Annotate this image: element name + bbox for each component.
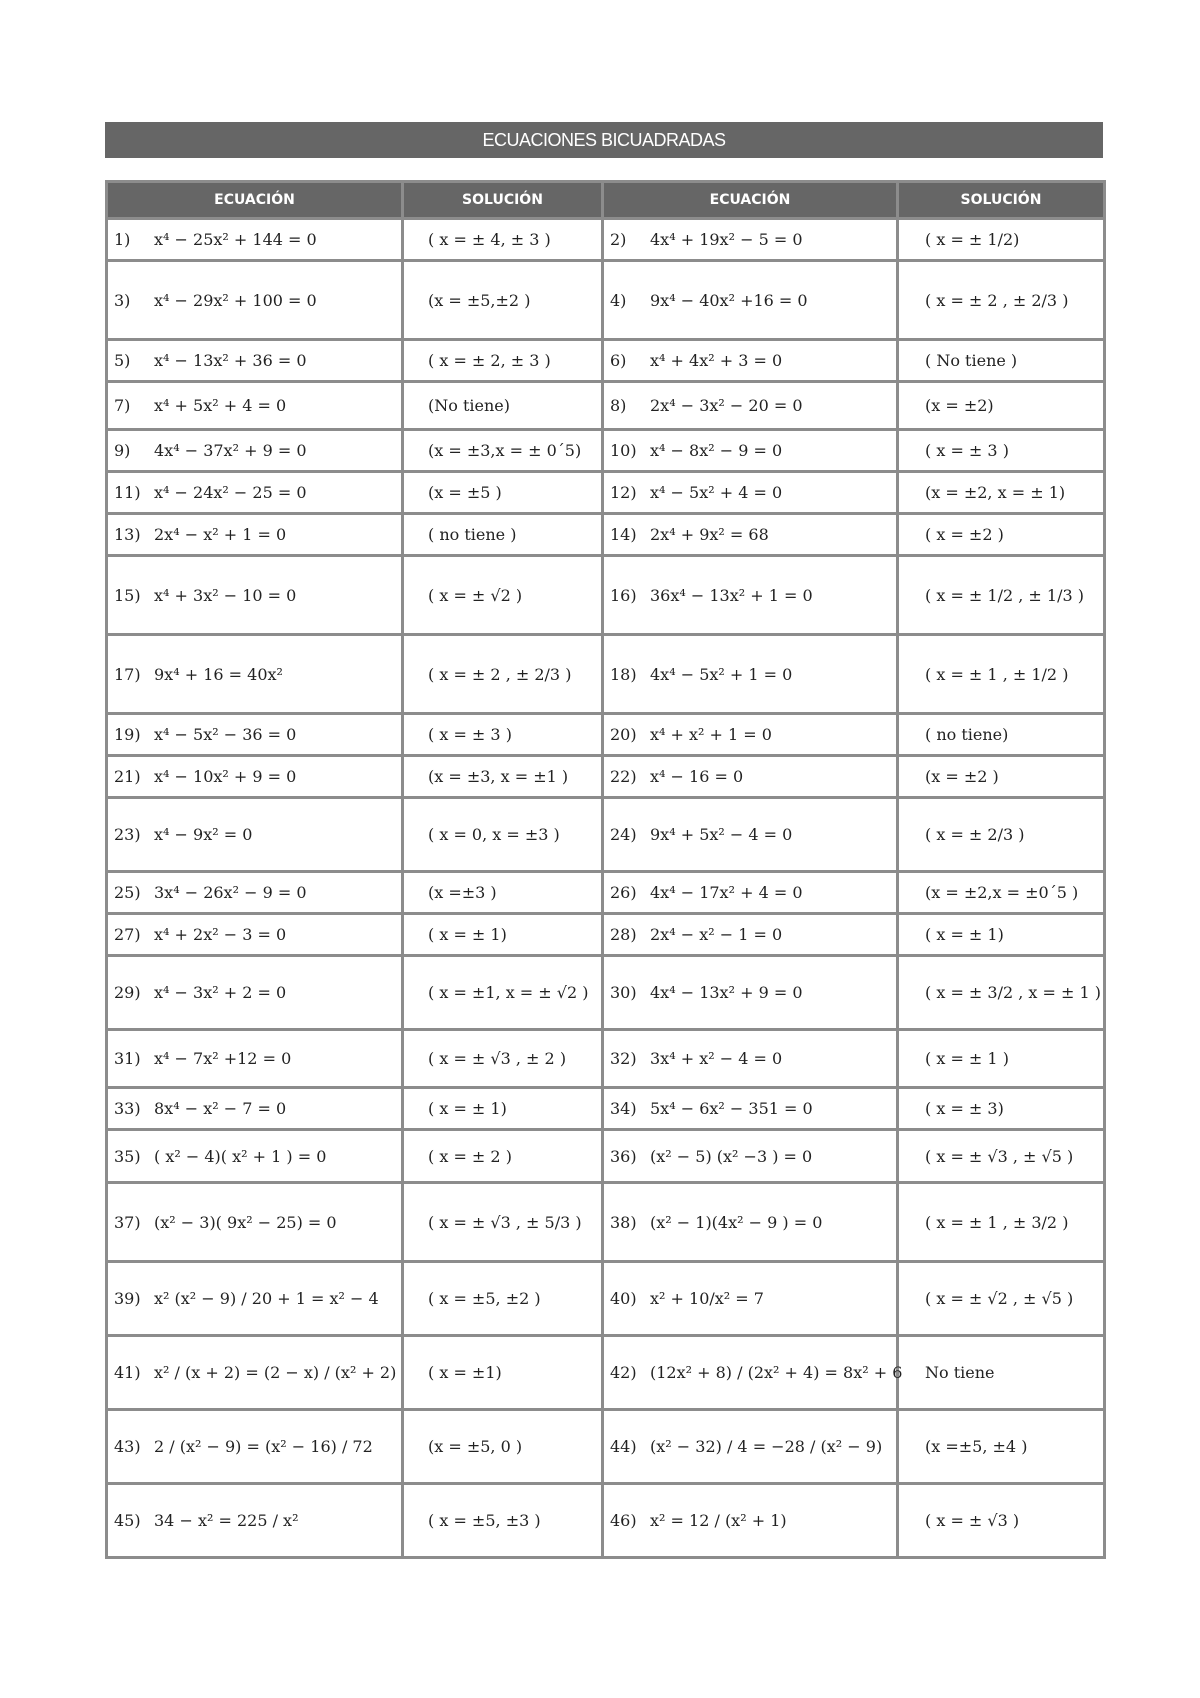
table-row xyxy=(107,914,1105,956)
solution-cell xyxy=(403,798,603,872)
problem-number: 26) xyxy=(610,883,637,902)
equation: (12x² + 8) / (2x² + 4) = 8x² + 6 xyxy=(650,1363,903,1382)
equation: 34 − x² = 225 / x² xyxy=(154,1511,299,1530)
solution-cell xyxy=(403,472,603,514)
header-solucion: SOLUCIÓN xyxy=(403,182,603,219)
solution: ( x = ± 1 ) xyxy=(925,1049,1009,1068)
solution-cell xyxy=(898,1030,1105,1088)
equation-cell xyxy=(107,1262,403,1336)
solution: ( x = ± 2 , ± 2/3 ) xyxy=(428,664,572,684)
solution-cell xyxy=(898,714,1105,756)
solution-cell xyxy=(403,1030,603,1088)
equation-cell xyxy=(107,430,403,472)
solution-cell xyxy=(898,1130,1105,1183)
problem-number: 42) xyxy=(610,1363,637,1382)
table-row xyxy=(107,872,1105,914)
equation: (x² − 32) / 4 = −28 / (x² − 9) xyxy=(650,1437,883,1456)
problem-number: 12) xyxy=(610,483,637,502)
problem-number: 32) xyxy=(610,1049,637,1068)
solution: ( x = ± √3 , ± 2 ) xyxy=(428,1049,567,1068)
solution-cell xyxy=(403,1336,603,1410)
solution: (x = ±3, x = ±1 ) xyxy=(428,767,569,786)
problem-number: 10) xyxy=(610,441,637,460)
equation-cell xyxy=(603,872,898,914)
solution-cell xyxy=(403,756,603,798)
equation: x⁴ − 25x² + 144 = 0 xyxy=(154,230,317,249)
equation-cell xyxy=(107,472,403,514)
equation: x⁴ + 2x² − 3 = 0 xyxy=(154,925,287,944)
solution: ( x = ± 3 ) xyxy=(428,725,512,744)
solution: ( x = ±1, x = ± √2 ) xyxy=(428,983,589,1002)
solution: ( x = ±1) xyxy=(428,1363,502,1382)
equation: 9x⁴ + 16 = 40x² xyxy=(154,664,283,684)
solution-cell xyxy=(403,1088,603,1130)
table-row xyxy=(107,430,1105,472)
table-row xyxy=(107,956,1105,1030)
solution-cell xyxy=(403,956,603,1030)
table-row xyxy=(107,1088,1105,1130)
table-row xyxy=(107,1484,1105,1558)
equation: 4x⁴ − 17x² + 4 = 0 xyxy=(650,883,803,902)
solution: ( x = ± √3 ) xyxy=(925,1511,1020,1530)
equation: 4x⁴ − 5x² + 1 = 0 xyxy=(650,664,793,684)
problem-number: 1) xyxy=(114,230,131,249)
equation-cell xyxy=(107,914,403,956)
problem-number: 19) xyxy=(114,725,141,744)
solution-cell xyxy=(403,340,603,382)
equation-cell xyxy=(603,261,898,340)
equation: x⁴ − 3x² + 2 = 0 xyxy=(154,983,287,1002)
table-row xyxy=(107,756,1105,798)
equation-cell xyxy=(603,1183,898,1262)
solution-cell xyxy=(898,1410,1105,1484)
page-title: ECUACIONES BICUADRADAS xyxy=(105,122,1103,158)
equation: (x² − 3)( 9x² − 25) = 0 xyxy=(154,1212,337,1232)
solution: (x =±5, ±4 ) xyxy=(925,1437,1028,1456)
problem-number: 29) xyxy=(114,983,141,1002)
problem-number: 5) xyxy=(114,351,131,370)
table-row xyxy=(107,1410,1105,1484)
solution-cell xyxy=(898,1262,1105,1336)
equation: ( x² − 4)( x² + 1 ) = 0 xyxy=(154,1146,327,1166)
equation: 2x⁴ − x² + 1 = 0 xyxy=(154,525,287,544)
equation: x² = 12 / (x² + 1) xyxy=(650,1511,787,1530)
solution-cell xyxy=(898,756,1105,798)
problem-number: 27) xyxy=(114,925,141,944)
equation-cell xyxy=(603,514,898,556)
problem-number: 39) xyxy=(114,1289,141,1308)
equation-cell xyxy=(603,1336,903,1410)
table-row xyxy=(107,635,1105,714)
equation-cell xyxy=(603,430,898,472)
solution: (x = ±3,x = ± 0´5) xyxy=(428,441,582,460)
solution: ( x = ± 1 , ± 3/2 ) xyxy=(925,1212,1069,1232)
problem-number: 25) xyxy=(114,883,141,902)
equation-cell xyxy=(107,514,403,556)
solution-cell xyxy=(898,956,1105,1030)
solution-cell xyxy=(898,219,1105,261)
equation-cell xyxy=(107,1088,403,1130)
problem-number: 45) xyxy=(114,1511,141,1530)
table-row xyxy=(107,1183,1105,1262)
equation: x⁴ − 5x² − 36 = 0 xyxy=(154,725,297,744)
solution: ( no tiene) xyxy=(925,725,1009,744)
equation: 2x⁴ − 3x² − 20 = 0 xyxy=(650,396,803,415)
solution: (x = ±2,x = ±0´5 ) xyxy=(925,883,1079,902)
solution-cell xyxy=(403,514,603,556)
solution-cell xyxy=(898,340,1105,382)
equation: 5x⁴ − 6x² − 351 = 0 xyxy=(650,1099,813,1118)
table-row xyxy=(107,472,1105,514)
solution-cell xyxy=(898,472,1105,514)
equation: 2 / (x² − 9) = (x² − 16) / 72 xyxy=(154,1437,373,1456)
problem-number: 6) xyxy=(610,351,627,370)
problem-number: 15) xyxy=(114,585,141,605)
header-solucion: SOLUCIÓN xyxy=(898,182,1105,219)
header-row xyxy=(107,182,1105,219)
problem-number: 43) xyxy=(114,1437,141,1456)
problem-number: 40) xyxy=(610,1289,637,1308)
equation: 8x⁴ − x² − 7 = 0 xyxy=(154,1099,287,1118)
solution: (x = ±5, 0 ) xyxy=(428,1437,523,1456)
equation-cell xyxy=(603,1030,898,1088)
equation: x⁴ − 24x² − 25 = 0 xyxy=(154,483,307,502)
solution-cell xyxy=(403,635,603,714)
solution: (x = ±5 ) xyxy=(428,483,502,502)
equation: x² + 10/x² = 7 xyxy=(650,1289,764,1308)
solution: ( x = ±5, ±3 ) xyxy=(428,1511,541,1530)
equation-cell xyxy=(603,219,898,261)
problem-number: 23) xyxy=(114,825,141,844)
equation: x⁴ − 13x² + 36 = 0 xyxy=(154,351,307,370)
equation-cell xyxy=(107,956,403,1030)
equation: 4x⁴ + 19x² − 5 = 0 xyxy=(650,230,803,249)
solution-cell xyxy=(403,1262,603,1336)
problem-number: 35) xyxy=(114,1146,141,1166)
equation-cell xyxy=(603,1088,898,1130)
solution: ( x = ± 3) xyxy=(925,1099,1004,1118)
equation: 2x⁴ − x² − 1 = 0 xyxy=(650,925,783,944)
solution: ( x = ± √3 , ± √5 ) xyxy=(925,1146,1074,1166)
problem-number: 44) xyxy=(610,1437,637,1456)
equation-cell xyxy=(603,798,898,872)
equation-cell xyxy=(107,714,403,756)
problem-number: 17) xyxy=(114,664,141,684)
equation-cell xyxy=(107,798,403,872)
solution: (x = ±2) xyxy=(925,396,994,415)
solution-cell xyxy=(898,261,1105,340)
solution-cell xyxy=(403,1183,603,1262)
solution: ( x = ± 2 , ± 2/3 ) xyxy=(925,290,1069,310)
equation-cell xyxy=(603,756,898,798)
solution-cell xyxy=(403,430,603,472)
solution-cell xyxy=(403,872,603,914)
solution-cell xyxy=(898,1336,1105,1410)
table-row xyxy=(107,382,1105,430)
solution: ( x = ± 1/2 , ± 1/3 ) xyxy=(925,585,1084,605)
equation: x⁴ − 29x² + 100 = 0 xyxy=(154,290,317,310)
equation: x⁴ − 8x² − 9 = 0 xyxy=(650,441,783,460)
equation: 9x⁴ + 5x² − 4 = 0 xyxy=(650,825,793,844)
equation-cell xyxy=(107,1030,403,1088)
table-row xyxy=(107,340,1105,382)
problem-number: 4) xyxy=(610,290,627,310)
solution: ( x = ± √2 ) xyxy=(428,585,523,605)
equation-cell xyxy=(107,219,403,261)
equation-cell xyxy=(107,556,403,635)
equation: x² (x² − 9) / 20 + 1 = x² − 4 xyxy=(154,1289,379,1308)
equation: x⁴ − 5x² + 4 = 0 xyxy=(650,483,783,502)
equation: x⁴ − 16 = 0 xyxy=(650,767,744,786)
solution: ( x = ± 1) xyxy=(428,1099,507,1118)
table-row xyxy=(107,514,1105,556)
equation: (x² − 1)(4x² − 9 ) = 0 xyxy=(650,1212,823,1232)
solution: (x = ±2, x = ± 1) xyxy=(925,483,1066,502)
problem-number: 30) xyxy=(610,983,637,1002)
solution: ( x = ± 2, ± 3 ) xyxy=(428,351,551,370)
solution-cell xyxy=(403,1410,603,1484)
equation: x⁴ + 3x² − 10 = 0 xyxy=(154,585,297,605)
solution: ( x = ± 3 ) xyxy=(925,441,1009,460)
solution-cell xyxy=(403,219,603,261)
problem-number: 37) xyxy=(114,1212,141,1232)
solution-cell xyxy=(898,514,1105,556)
problem-number: 8) xyxy=(610,396,627,415)
solution-cell xyxy=(403,1130,603,1183)
equation-cell xyxy=(107,635,403,714)
equation-cell xyxy=(603,1130,898,1183)
problem-number: 46) xyxy=(610,1511,637,1530)
equation-cell xyxy=(603,714,898,756)
problem-number: 3) xyxy=(114,290,131,310)
solution-cell xyxy=(898,872,1105,914)
equation: x⁴ − 9x² = 0 xyxy=(154,825,253,844)
equation: x⁴ + 4x² + 3 = 0 xyxy=(650,351,783,370)
equation: x⁴ − 7x² +12 = 0 xyxy=(154,1049,292,1068)
equation-cell xyxy=(603,914,898,956)
solution: (No tiene) xyxy=(428,396,510,415)
equations-table xyxy=(105,180,1106,1559)
solution: ( x = 0, x = ±3 ) xyxy=(428,825,560,844)
problem-number: 20) xyxy=(610,725,637,744)
equation-cell xyxy=(107,756,403,798)
solution: ( x = ± √2 , ± √5 ) xyxy=(925,1289,1074,1308)
solution: (x = ±2 ) xyxy=(925,767,999,786)
solution-cell xyxy=(403,1484,603,1558)
equation-cell xyxy=(107,382,403,430)
solution: ( x = ± 4, ± 3 ) xyxy=(428,230,551,249)
solution-cell xyxy=(898,430,1105,472)
equation: 2x⁴ + 9x² = 68 xyxy=(650,525,769,544)
solution: ( x = ± 3/2 , x = ± 1 ) xyxy=(925,983,1102,1002)
equation: (x² − 5) (x² −3 ) = 0 xyxy=(650,1146,813,1166)
solution: (x =±3 ) xyxy=(428,883,497,902)
equation-cell xyxy=(107,261,403,340)
table-row xyxy=(107,798,1105,872)
solution: ( x = ± 1 , ± 1/2 ) xyxy=(925,664,1069,684)
table-row xyxy=(107,556,1105,635)
problem-number: 18) xyxy=(610,664,637,684)
equation: x⁴ + 5x² + 4 = 0 xyxy=(154,396,287,415)
table-row xyxy=(107,1336,1105,1410)
solution-cell xyxy=(898,1088,1105,1130)
problem-number: 14) xyxy=(610,525,637,544)
problem-number: 31) xyxy=(114,1049,141,1068)
equation-cell xyxy=(603,382,898,430)
solution: ( x = ± 1) xyxy=(428,925,507,944)
equation-cell xyxy=(603,1410,898,1484)
solution-cell xyxy=(403,556,603,635)
equation: 9x⁴ − 40x² +16 = 0 xyxy=(650,290,808,310)
solution: (x = ±5,±2 ) xyxy=(428,290,531,310)
problem-number: 13) xyxy=(114,525,141,544)
solution-cell xyxy=(898,382,1105,430)
equation: 36x⁴ − 13x² + 1 = 0 xyxy=(650,585,813,605)
solution-cell xyxy=(403,914,603,956)
solution: ( x = ± 1) xyxy=(925,925,1004,944)
solution-cell xyxy=(403,382,603,430)
table-row xyxy=(107,1030,1105,1088)
equation: 3x⁴ + x² − 4 = 0 xyxy=(650,1049,783,1068)
solution: No tiene xyxy=(925,1363,995,1382)
problem-number: 9) xyxy=(114,441,131,460)
solution-cell xyxy=(403,714,603,756)
solution-cell xyxy=(898,798,1105,872)
problem-number: 11) xyxy=(114,483,141,502)
table-row xyxy=(107,219,1105,261)
solution-cell xyxy=(898,635,1105,714)
header-ecuacion: ECUACIÓN xyxy=(603,182,898,219)
solution-cell xyxy=(898,1484,1105,1558)
solution: ( x = ± 1/2) xyxy=(925,230,1020,249)
solution-cell xyxy=(898,914,1105,956)
equation-cell xyxy=(603,635,898,714)
solution: ( x = ±2 ) xyxy=(925,525,1004,544)
equation-cell xyxy=(107,872,403,914)
equation-cell xyxy=(107,1484,403,1558)
equation-cell xyxy=(107,340,403,382)
problem-number: 28) xyxy=(610,925,637,944)
problem-number: 21) xyxy=(114,767,141,786)
problem-number: 41) xyxy=(114,1363,141,1382)
equation-cell xyxy=(107,1336,403,1410)
equation: 4x⁴ − 37x² + 9 = 0 xyxy=(154,441,307,460)
solution: ( x = ± √3 , ± 5/3 ) xyxy=(428,1212,582,1232)
problem-number: 38) xyxy=(610,1212,637,1232)
table-row xyxy=(107,1262,1105,1336)
solution: ( x = ± 2 ) xyxy=(428,1146,512,1166)
equation-cell xyxy=(603,556,898,635)
problem-number: 2) xyxy=(610,230,627,249)
header-ecuacion: ECUACIÓN xyxy=(107,182,403,219)
problem-number: 34) xyxy=(610,1099,637,1118)
equation: x⁴ + x² + 1 = 0 xyxy=(650,725,772,744)
equation-cell xyxy=(603,340,898,382)
equation-cell xyxy=(107,1410,403,1484)
equation-cell xyxy=(107,1130,403,1183)
equation: 3x⁴ − 26x² − 9 = 0 xyxy=(154,883,307,902)
solution: ( x = ±5, ±2 ) xyxy=(428,1289,541,1308)
problem-number: 22) xyxy=(610,767,637,786)
problem-number: 36) xyxy=(610,1146,637,1166)
equation: x⁴ − 10x² + 9 = 0 xyxy=(154,767,297,786)
equation-cell xyxy=(603,472,898,514)
solution: ( x = ± 2/3 ) xyxy=(925,825,1025,844)
problem-number: 16) xyxy=(610,585,637,605)
table-row xyxy=(107,714,1105,756)
table-row xyxy=(107,261,1105,340)
solution-cell xyxy=(898,1183,1105,1262)
equation: x² / (x + 2) = (2 − x) / (x² + 2) xyxy=(154,1363,397,1382)
problem-number: 7) xyxy=(114,396,131,415)
equation-cell xyxy=(603,956,898,1030)
table-row xyxy=(107,1130,1105,1183)
equation-cell xyxy=(107,1183,403,1262)
problem-number: 24) xyxy=(610,825,637,844)
solution: ( no tiene ) xyxy=(428,525,517,544)
equation: 4x⁴ − 13x² + 9 = 0 xyxy=(650,983,803,1002)
solution-cell xyxy=(898,556,1105,635)
equation-cell xyxy=(603,1262,898,1336)
equation-cell xyxy=(603,1484,898,1558)
solution: ( No tiene ) xyxy=(925,351,1018,370)
problem-number: 33) xyxy=(114,1099,141,1118)
solution-cell xyxy=(403,261,603,340)
